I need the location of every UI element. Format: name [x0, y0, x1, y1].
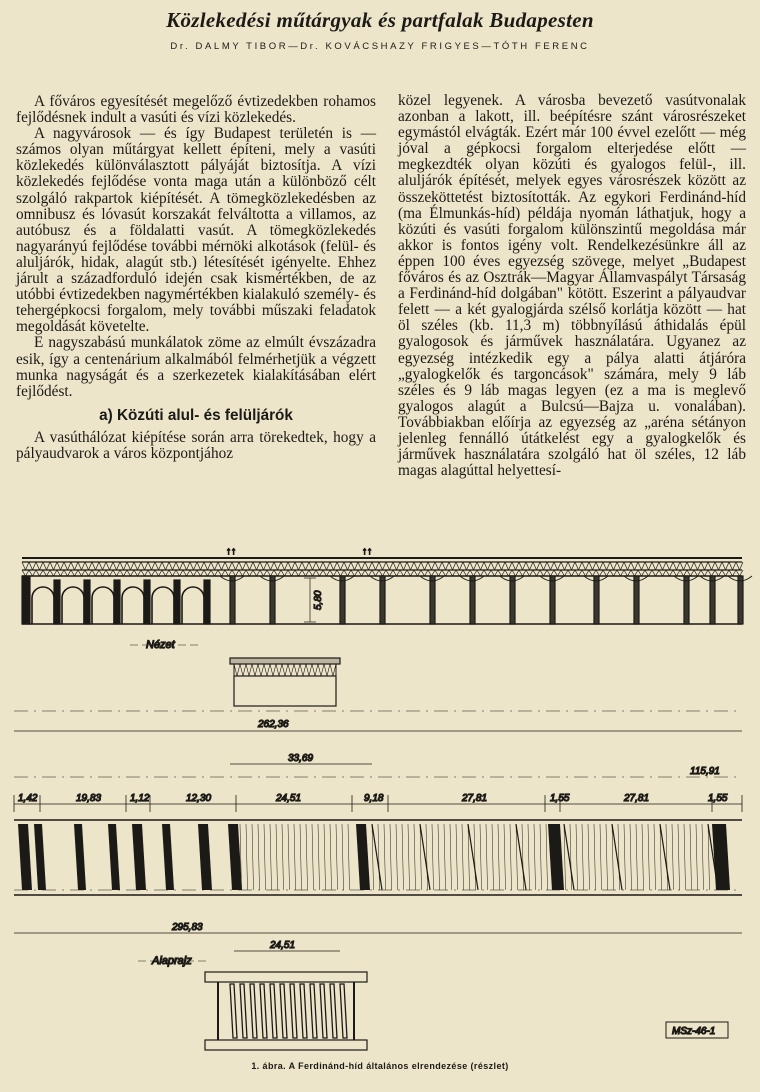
bridge-drawing-svg: [0, 540, 760, 1060]
figure-caption: 1. ábra. A Ferdinánd-híd általános elrendezése (részlet): [251, 1061, 509, 1071]
span-dimension: 12,30: [186, 793, 212, 804]
plan-detail: [138, 940, 728, 1050]
span-dimension: 19,83: [76, 793, 102, 804]
plan-view: [14, 753, 742, 933]
dim-33: 33,69: [288, 753, 314, 764]
paragraph-4: A vasúthálózat kiépítése során arra törekedtek, hogy a pályaudvarok a város központjához: [16, 428, 376, 462]
height-dimension: 5,80: [313, 590, 324, 610]
label-elevation: Nézet: [146, 639, 175, 651]
dim-elevation-total: 262,36: [258, 719, 289, 730]
dim-detail: 24,51: [270, 940, 296, 951]
paragraph-2: A nagyvárosok — és így Budapest területén is — számos olyan műtárgyat kellett építeni, mely a vasúti közlekedés különválasztott pályáját biztosítja. A vízi közlekedés fejlődése vonta maga után a különböző célt szolgáló rakpartok kiépítését. A tömegközlekedésben az omnibusz és lóvasút korszakát felváltotta a villamos, az autóbusz és a földalatti vasút. A tömegközlekedés nagyarányú fejlődése további mérnöki alkotások (felül- és aluljárók, hidak, alagút stb.) létesítését igényelte. Ehhez járult a századforduló idején csak kismértékben, de az utóbbi évtizedekben nagymértékben kialakuló személy- és tehergépkocsi forgalom, mely további műszaki feladatok megoldását követelte.: [16, 125, 376, 336]
paragraph-1: A főváros egyesítését megelőző évtizedekben rohamos fejlődésnek indult a vasúti és vízi közlekedés.: [16, 93, 376, 127]
span-dimension: 1,55: [550, 793, 570, 804]
span-dimension: 9,18: [364, 793, 384, 804]
elevation-view: [22, 546, 752, 624]
paragraph-5: közel legyenek. A városba bevezető vasútvonalak azonban a lakott, ill. beépítésre szánt városrészeket egymástól elvágták. Ezért már 100 évvel ezelőtt — még jóval a gépkocsi forgalom elterjedése előtt — megkezdték olyan közúti és gyalogos felül-, ill. aluljárók építését, melyek egyes városrészek között az összeköttetést biztosították. Az egykori Ferdinánd-híd (ma Élmunkás-híd) példája nyomán láthatjuk, hogy a közúti és vasúti forgalom különszintű megoldása már akkor is fontos igény volt. Rendelkezésünkre áll az éppen 100 éves egyezség szövege, melyet „Budapest főváros és az Osztrák—Magyar Államvaspályt Társaság a Ferdinánd-híd dolgában" kötött. Eszerint a pályaudvar felett — a két gyalogjárda szélső korlátja között — hat öl széles (kb. 11,3 m) többnyílású áthidalás épül gyalogosok és járművek használatára. Ugyanez az egyezség intézkedik egy a pálya alatti átjáróra „gyalogkelők és targoncások" számára, mely 9 láb széles és 9 láb magas legyen (ez a ma is meglevő gyalogos alagút a Bulcsú—Bajza u. vonalában). Továbbiakban előírja az egyezség az „aréna sétányon jelenleg fennálló útátkelést egy a gyalogkelők és járművek használatára szolgáló hat öl széles, 12 láb magas alagúttal helyettesí-: [398, 92, 746, 480]
left-column: [16, 94, 376, 462]
span-dimension: 24,51: [276, 793, 302, 804]
paragraph-3: E nagyszabású munkálatok zöme az elmúlt évszázadra esik, így a centenárium alkalmából felmérhetjük a végzett munka nagyságát és a szerkezetek kialakításában elért fejlődést.: [16, 334, 376, 400]
sheet-reference: MSz-46-1: [672, 1026, 716, 1037]
right-column: [398, 93, 746, 479]
label-plan: Alaprajz: [152, 955, 192, 967]
article-title: Közlekedési műtárgyak és partfalak Budapesten: [166, 8, 594, 32]
span-dimension: 1,12: [130, 793, 150, 804]
span-dimension: 27,81: [624, 793, 650, 804]
article-authors: Dr. DALMY TIBOR—Dr. KOVÁCSHAZY FRIGYES—TÓTH FERENC: [170, 41, 590, 52]
figure-bridge-drawing: [0, 540, 760, 1060]
span-dimension: 27,81: [462, 793, 488, 804]
svg-text:↑↑: ↑↑: [362, 546, 372, 557]
dim-115: 115,91: [690, 766, 720, 777]
span-dimension: 1,42: [18, 793, 38, 804]
svg-text:↑↑: ↑↑: [226, 546, 236, 557]
dim-plan-total: 295,83: [172, 922, 203, 933]
span-dimension: 1,55: [708, 793, 728, 804]
section-heading: a) Közúti alul- és felüljárók: [99, 406, 293, 424]
elevation-detail: [14, 639, 742, 731]
